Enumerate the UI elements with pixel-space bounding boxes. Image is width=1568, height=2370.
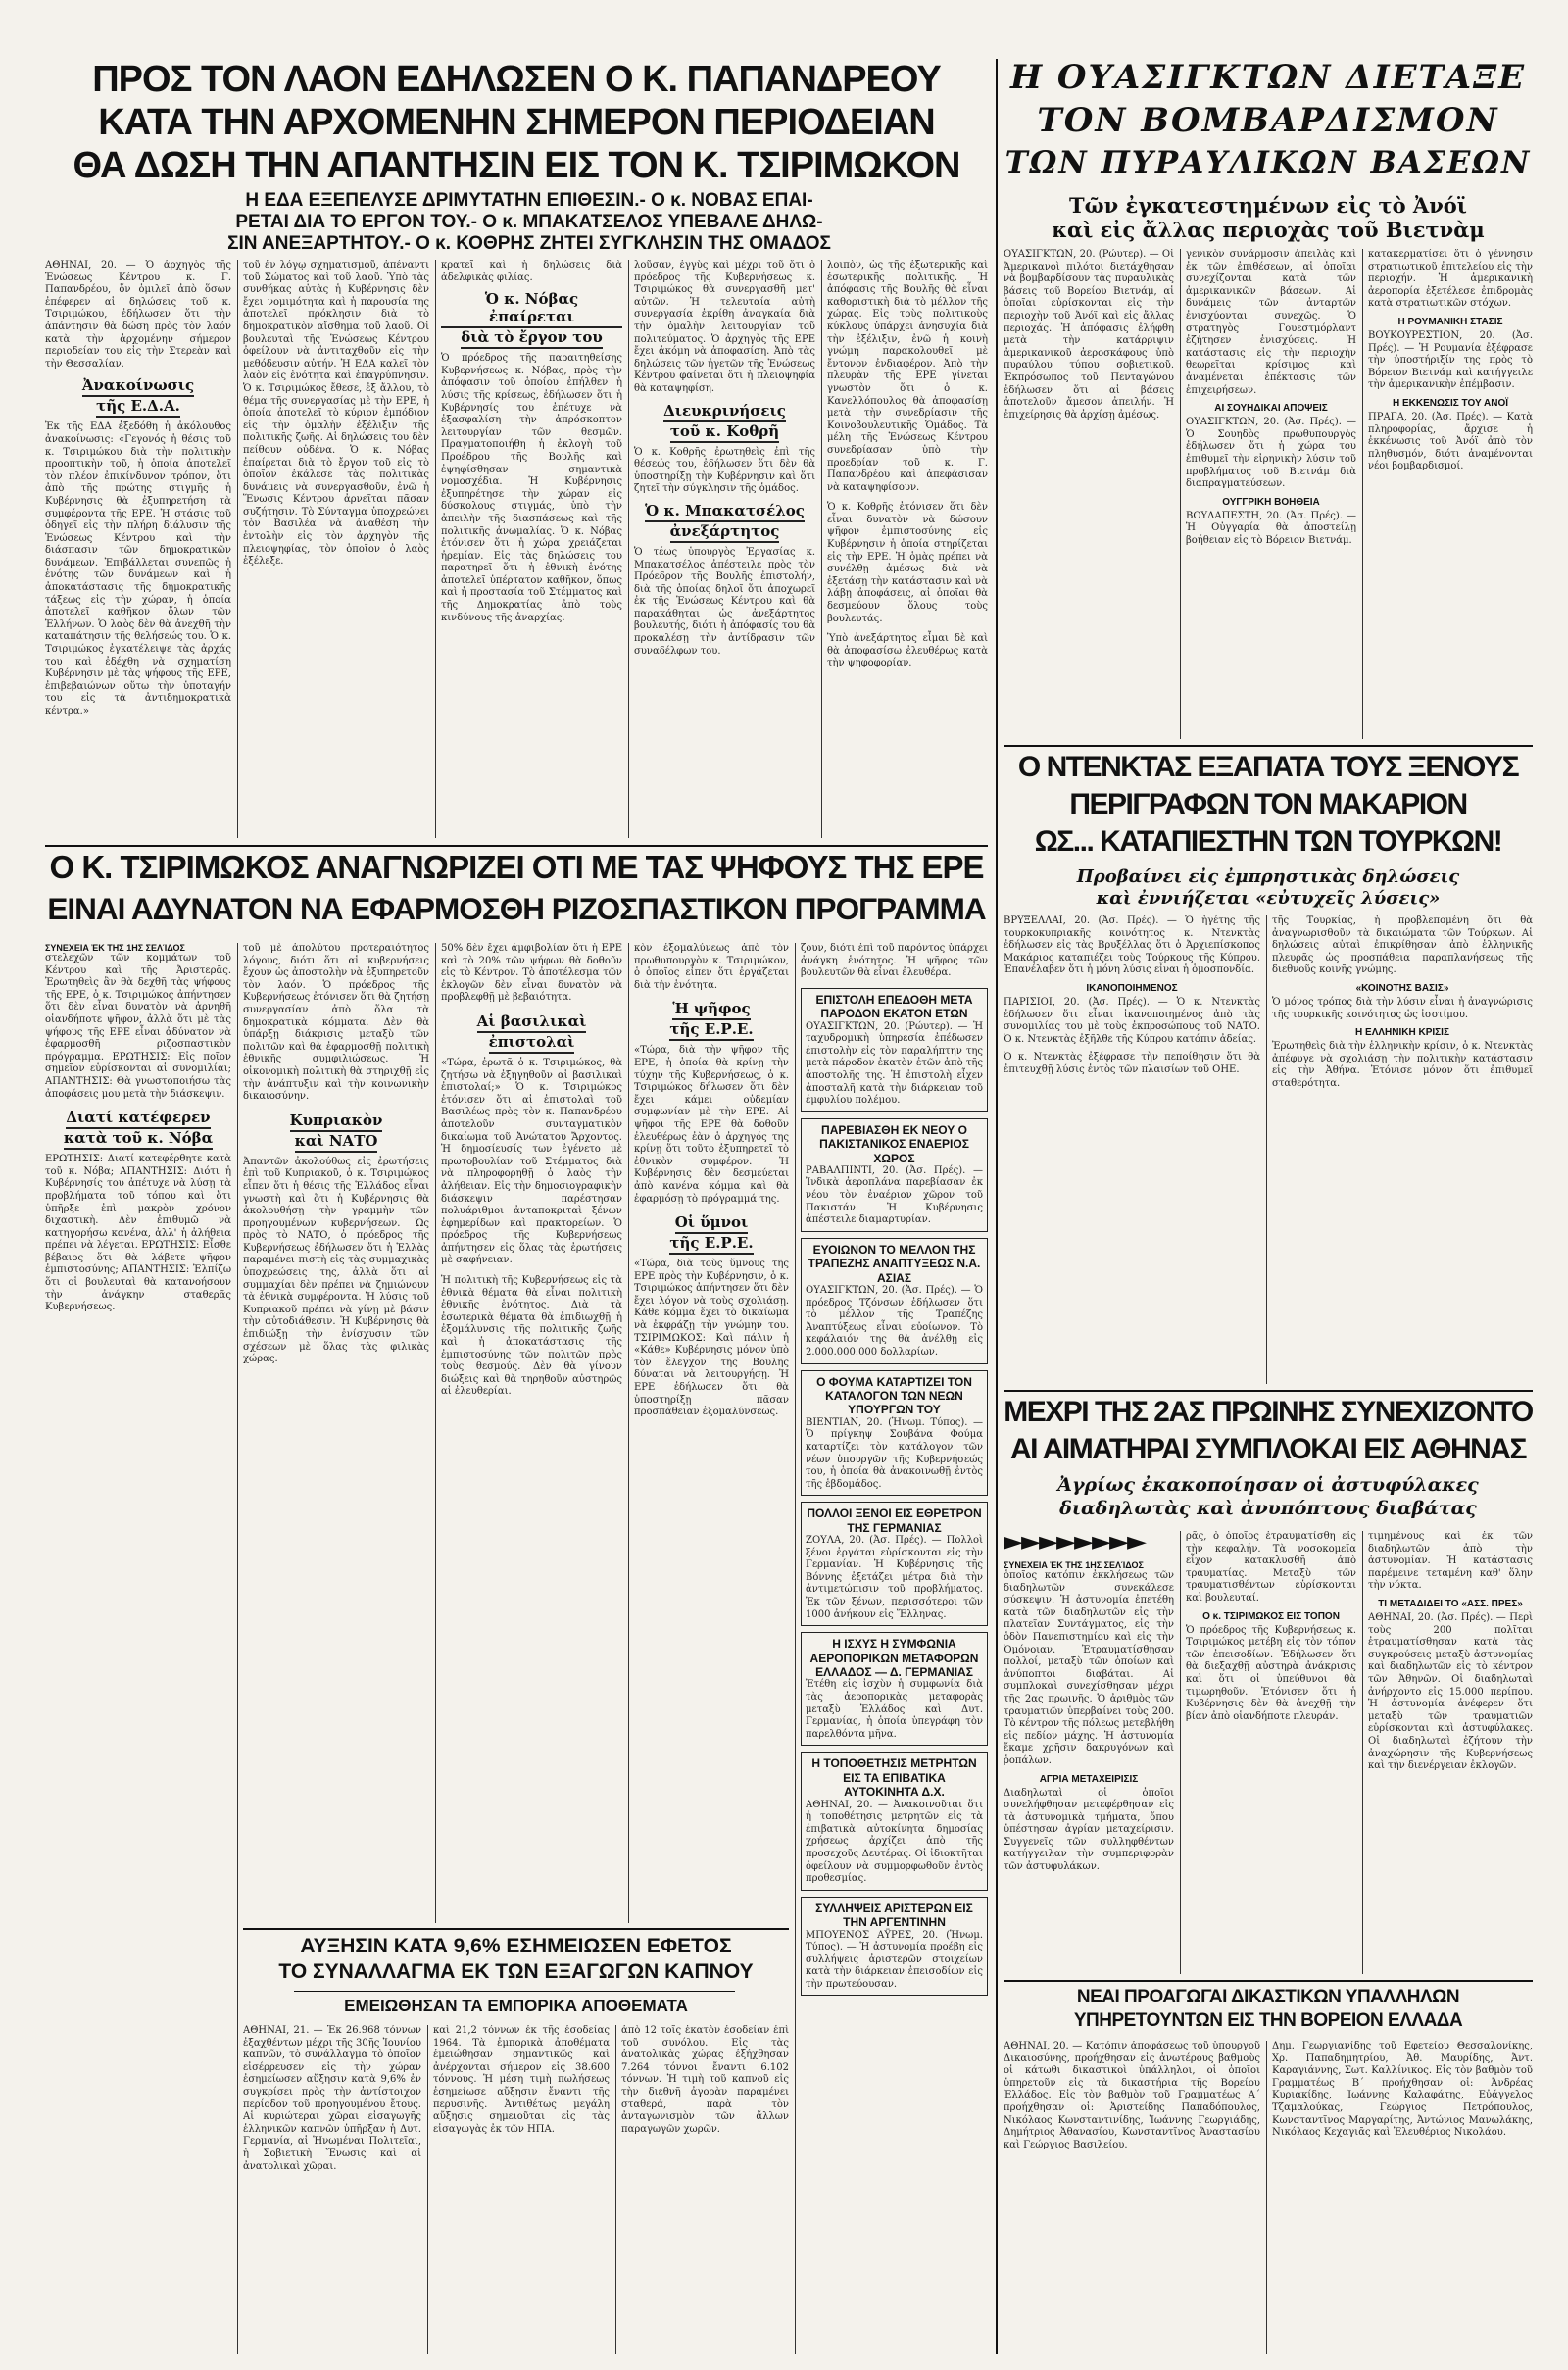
ap-reports-text: ΑΘΗΝΑΙ, 20. (Ἀσ. Πρές). — Περὶ τοὺς 200 πολῖται ἐτραυματίσθησαν κατὰ τὰς συγκρούσεις μεταξὺ ἀστυνομίας καὶ διαδηλωτῶν εἰς τὸ κέντρον τῶν Ἀθηνῶν. Οἱ διαδηλωταὶ ἀνήρχοντο εἰς 15.000 περίπου. Ἡ ἀστυνομία ἀνέφερεν ὅτι μεταξὺ τῶν τραυματιῶν εὑρίσκονται καὶ ἀστυφύλακες. Οἱ διαδηλωταὶ ἐζήτουν τὴν ἀναχώρησιν τῆς Κυβερνήσεως καὶ τὴν διενέργειαν ἐκλογῶν.: [1368, 1611, 1533, 1772]
ap-reports-title: ΤΙ ΜΕΤΑΔΙΔΕΙ ΤΟ «ΑΣΣ. ΠΡΕΣ»: [1378, 1598, 1523, 1609]
judges-col2-text: Δημ. Γεωργιανίδης τοῦ Εφετείου Θεσσαλονίκης, Χρ. Παπαδημητρίου, Ἀθ. Μαυρίδης, Ἀντ. Καραγιάννης, Σωτ. Καλλίνικος. Εἰς τὸν βαθμὸν τοῦ Γραμματέως Β΄ προήχθησαν οἱ: Ἀνδρέας Κυριακίδης, Ἰωάννης Καλαφάτης, Εὐάγγελος Τζαμαλούκας, Γεώργιος Πετρόπουλος, Κωνσταντῖνος Μαργαρίτης, Ἀντώνιος Μανωλάκης, Νικόλαος Κεχαγιᾶς καὶ Ἐλευθέριος Νικολάου.: [1272, 2041, 1533, 2139]
main-headline-line1: ΠΡΟΣ ΤΟΝ ΛΑΟΝ ΕΔΗΛΩΣΕΝ Ο Κ. ΠΑΠΑΝΔΡΕΟΥ: [92, 61, 941, 100]
brief-air-agreement: [801, 1632, 988, 1746]
novas-criticism-text: ΕΡΩΤΗΣΙΣ: Διατί κατεφέρθητε κατὰ τοῦ κ. Νόβα; ΑΠΑΝΤΗΣΙΣ: Διότι ἡ Κυβέρνησίς του ἀπέτυχε νὰ λύσῃ τὰ προβλήματα τοῦ τόπου καὶ ὅτι ὑπῆρξε ἐπὶ μακρὸν χρόνον διχαστικὴ. Δὲν ἐπιθυμῶ νὰ κατηγορήσω κανένα, ἀλλ' ἡ ἀλήθεια πρέπει νὰ λέγεται. ΕΡΩΤΗΣΙΣ: Εἶσθε βέβαιος ὅτι θὰ λάβετε ψῆφον ἐμπιστοσύνης; ΑΠΑΝΤΗΣΙΣ: Ἐλπίζω ὅτι οἱ βουλευταὶ θὰ κατανοήσουν τὴν ἀνάγκην σταθερᾶς Κυβερνήσεως.: [45, 1154, 231, 1313]
tobacco-text-2: καὶ 21,2 τόννων ἐκ τῆς ἐσοδείας 1964. Τὰ ἐμπορικὰ ἀποθέματα ἐμειώθησαν σημαντικῶς καὶ ἀνέρχονται σήμερον εἰς 38.600 τόννους. Ἡ μέση τιμὴ πωλήσεως ἐσημείωσε αὔξησιν ἔναντι τῆς περυσινῆς. Ἀντιθέτως μεγάλη αὔξησις σημειοῦται εἰς τὰς εἰσαγωγὰς ἐκ τῶν ΗΠΑ.: [433, 2025, 610, 2135]
tsirimokos-column-2: [243, 943, 429, 1923]
tsirimokos-col2-text: τοῦ μὲ ἀπολύτου προτεραιότητος λόγους, διότι ὅτι αἱ κυβερνήσεις ἔχουν ὡς ἀποστολὴν νὰ ἐξυπηρετοῦν τὸν λαόν. Ὁ πρόεδρος τῆς Κυβερνήσεως ἐτόνισεν ὅτι θὰ ζητήσῃ συνεργασίαν ἀπὸ ὅλα τὰ δημοκρατικὰ κόμματα. Δὲν θὰ ὑπάρξῃ διάκρισις μεταξὺ τῶν πολιτῶν καὶ θὰ ἐφαρμοσθῇ πολιτικὴ ἐθνικῆς συμφιλιώσεως. Ἡ οἰκονομικὴ πολιτικὴ θὰ στηριχθῇ εἰς τὴν ἀνάπτυξιν καὶ τὴν κοινωνικὴν δικαιοσύνην.: [243, 943, 429, 1103]
denktash-subheadline-1: Προβαίνει εἰς ἐμπρηστικὰς δηλώσεις: [1076, 866, 1460, 887]
main-headline-line3: ΘΑ ΔΩΣΗ ΤΗΝ ΑΠΑΝΤΗΣΙΝ ΕΙΣ ΤΟΝ Κ. ΤΣΙΡΙΜΩΚΟΝ: [73, 147, 960, 186]
denktash-headline-line3: ΩΣ... ΚΑΤΑΠΙΕΣΤΗΝ ΤΩΝ ΤΟΥΡΚΩΝ!: [1034, 827, 1502, 858]
tsirimokos-column-4: [634, 943, 789, 1923]
novas-title: Ὁ κ. Νόβας ἐπαίρεται: [441, 290, 622, 328]
tobacco-headline-line3: ΕΜΕΙΩΘΗΣΑΝ ΤΑ ΕΜΠΟΡΙΚΑ ΑΠΟΘΕΜΑΤΑ: [344, 1998, 688, 2015]
brief-argentina-text: ΜΠΟΥΕΝΟΣ ΑΫΡΕΣ, 20. (Ἡνωμ. Τύπος). — Ἡ ἀστυνομία προέβη εἰς συλλήψεις ἀριστερῶν στοιχείων κατὰ τὴν διάρκειαν ἐπεισοδίων εἰς τὴν πρωτεύουσαν.: [806, 1929, 983, 1990]
brief-bank-title: ΕΥΟΙΩΝΟΝ ΤΟ ΜΕΛΛΟΝ ΤΗΣ ΤΡΑΠΕΖΗΣ ΑΝΑΠΤΥΞΕΩΣ Ν.Α. ΑΣΙΑΣ: [808, 1242, 981, 1285]
brief-fouma-text: ΒΙΕΝΤΙΑΝ, 20. (Ἡνωμ. Τύπος). — Ὁ πρίγκηψ Σουβάνα Φούμα καταρτίζει τὸν κατάλογον τῶν νέων ὑπουργῶν τῆς Κυβερνήσεώς του, ἡ ὁποία θὰ ἀνακοινωθῇ ἐντὸς τῆς ἑβδομάδος.: [806, 1416, 983, 1490]
brief-taxi-meters: [801, 1752, 988, 1890]
papandreou-col2-text: τοῦ ἐν λόγῳ σχηματισμοῦ, ἀπέναντι τοῦ Σώματος καὶ τοῦ λαοῦ. Ὑπὸ τὰς συνθήκας αὐτὰς ἡ Κυβέρνησις δὲν ἔχει νομιμότητα καὶ ἡ παρουσία της ἀποτελεῖ πρόκλησιν διὰ τὸ δημοκρατικὸν αἴσθημα τοῦ λαοῦ. Οἱ βουλευταὶ τῆς Ἑνώσεως Κέντρου ὀφείλουν νὰ ἀντιταχθοῦν εἰς τὴν μεθόδευσιν αὐτήν. Ἡ ΕΔΑ καλεῖ τὸν λαὸν εἰς ἑνότητα καὶ ἐπαγρύπνησιν. Ὁ κ. Τσιριμώκος ἔθεσε, ἐξ ἄλλου, τὸ θέμα τῆς συνεργασίας μὲ τὴν ΕΡΕ, ἡ ὁποία ἀποτελεῖ τὸ κύριον ἐμπόδιον εἰς τὴν ὁμαλὴν ἐξέλιξιν τῆς πολιτικῆς ζωῆς. Αἱ δηλώσεις του δὲν πείθουν οὐδένα. Ὁ κ. Νόβας ἐπαίρεται διὰ τὸ ἔργον τοῦ εἰς τὸ ὁποῖον ἐκάλεσε τὰς πολιτικὰς δυνάμεις νὰ συνεργασθοῦν, ἐνῶ ἡ Ἕνωσις Κέντρου ἀρνεῖται πᾶσαν συζήτησιν. Τὸ Σύνταγμα ὑποχρεώνει τὸν Βασιλέα νὰ ἀναθέση τὴν ἐντολὴν εἰς τὸν ἀρχηγὸν τῆς πλειοψηφίας, τὸν ὁποῖον ὁ λαὸς ἐξέλεξε.: [243, 260, 429, 568]
novas-criticism-title2: κατὰ τοῦ κ. Νόβα: [64, 1129, 213, 1150]
vietnam-column-2: [1186, 249, 1356, 739]
tsirimokos-column-3: [441, 943, 622, 1923]
brief-fouma-title: Ο ΦΟΥΜΑ ΚΑΤΑΡΤΙΖΕΙ ΤΟΝ ΚΑΤΑΛΟΓΟΝ ΤΩΝ ΝΕΩΝ ΥΠΟΥΡΓΩΝ ΤΟΥ: [816, 1374, 972, 1417]
athens-column-3: [1368, 1531, 1533, 1974]
tobacco-text-3: ἀπὸ 12 τοῖς ἑκατὸν ἐσοδείαν ἐπὶ τοῦ συνόλου. Εἰς τὰς ἀνατολικὰς χώρας ἐξήχθησαν 7.264 τόννοι ἔναντι 6.102 τόννων. Ἡ τιμὴ τοῦ καπνοῦ εἰς τὴν διεθνῆ ἀγορὰν παραμένει σταθερά, παρὰ τὸν ἀνταγωνισμὸν τῶν ἄλλων παραγωγῶν χωρῶν.: [621, 2025, 789, 2135]
ere-hymns-title: Οἱ ὕμνοι: [675, 1213, 749, 1234]
ere-vote-title2: τῆς Ε.Ρ.Ε.: [669, 1020, 753, 1041]
community-basis-title: «ΚΟΙΝΟΤΗΣ ΒΑΣΙΣ»: [1355, 982, 1449, 994]
papandreou-col5-text2: Ὁ κ. Κοθρῆς ἐτόνισεν ὅτι δὲν εἶναι δυνατὸν νὰ δώσουν ψῆφον ἐμπιστοσύνης εἰς Κυβέρνησιν ἡ ὁποία στηρίζεται εἰς τὴν ΕΡΕ. Ἡ ὁμὰς πρέπει νὰ συνέλθῃ ἀμέσως διὰ νὰ ἐξετάσῃ τὴν κατάστασιν καὶ νὰ λάβῃ ἀποφάσεις, αἱ ὁποῖαι θὰ δεσμεύουν ὅλους τοὺς βουλευτάς.: [827, 502, 988, 624]
vietnam-subheadline-2: καὶ εἰς ἄλλας περιοχὰς τοῦ Βιετνὰμ: [1052, 218, 1485, 242]
brief-germany-title: ΠΟΛΛΟΙ ΞΕΝΟΙ ΕΙΣ ΕΘΡΕΤΡΟΝ ΤΗΣ ΓΕΡΜΑΝΙΑΣ: [807, 1506, 982, 1535]
vietnam-column-3: [1368, 249, 1533, 739]
greek-crisis-text: Ἐρωτηθεὶς διὰ τὴν ἑλληνικὴν κρίσιν, ὁ κ. Ντενκτὰς ἀπέφυγε νὰ σχολιάσῃ τὴν πολιτικὴν κατάστασιν εἰς τὴν Ἀθήνα. Ἐτόνισε μόνον ὅτι ἐπιθυμεῖ σταθερότητα.: [1272, 1041, 1533, 1089]
satisfied-title: ΙΚΑΝΟΠΟΙΗΜΕΝΟΣ: [1086, 982, 1178, 994]
kothris-title2: τοῦ κ. Κοθρῆ: [670, 422, 779, 443]
brief-argentina-title: ΣΥΛΛΗΨΕΙΣ ΑΡΙΣΤΕΡΩΝ ΕΙΣ ΤΗΝ ΑΡΓΕΝΤΙΝΗΝ: [815, 1901, 973, 1930]
judges-col1-text: ΑΘΗΝΑΙ, 20. — Κατόπιν ἀποφάσεως τοῦ ὑπουργοῦ Δικαιοσύνης, προήχθησαν εἰς ἀνωτέρους βαθμοὺς οἱ κάτωθι δικαστικοὶ ὑπάλληλοι, οἱ ὁποῖοι ὑπηρετοῦν εἰς τὰ δικαστήρια τῆς Βορείου Ἑλλάδος. Εἰς τὸν βαθμὸν τοῦ Γραμματέως Α΄ προήχθησαν οἱ: Ἀριστείδης Παπαδόπουλος, Νικόλαος Κωνσταντινίδης, Ἰωάννης Γεωργιάδης, Δημήτριος Ἀθανασίου, Κωνσταντῖνος Ἀναστασίου καὶ Γεώργιος Βασιλείου.: [1004, 2041, 1260, 2150]
ere-hymns-title2: τῆς Ε.Ρ.Ε.: [669, 1234, 753, 1255]
papandreou-col4-text: λοῦσαν, ἐγγὺς καὶ μέχρι τοῦ ὅτι ὁ πρόεδρος τῆς Κυβερνήσεως κ. Τσιριμώκος θὰ συνεργασθῆ μετ' αὐτῶν. Ἡ τελευταία αὐτὴ συνεργασία ἐκρίθη ἀναγκαία διὰ τὴν ὁμαλὴν λειτουργίαν τοῦ πολιτεύματος. Ὁ ἀρχηγὸς τῆς ΕΡΕ ἔχει ἀκόμη νὰ ἀποφασίση. Ἀπὸ τὰς δηλώσεις τῶν ἡγετῶν τῆς Ἑνώσεως Κέντρου φαίνεται ὅτι ἡ πλειοψηφία θὰ καταψηφίση.: [634, 260, 815, 394]
harsh-treatment-title: ΑΓΡΙΑ ΜΕΤΑΧΕΙΡΙΣΙΣ: [1039, 1773, 1139, 1785]
tobacco-headline-line2: ΤΟ ΣΥΝΑΛΛΑΓΜΑ ΕΚ ΤΩΝ ΕΞΑΓΩΓΩΝ ΚΑΠΝΟΥ: [278, 1961, 754, 1983]
novas-text: Ὁ πρόεδρος τῆς παραιτηθείσης Κυβερνήσεως κ. Νόβας, πρὸς τὴν ἀπόφασιν τοῦ ὁποίου ἐπήλθεν ἡ λύσις τῆς κρίσεως, ἐδήλωσεν ὅτι ἡ Κυβέρνησίς του ἐπέτυχε νὰ ἐξασφαλίση τὴν ἀπρόσκοπτον λειτουργίαν τῶν θεσμῶν. Πραγματοποιήθη ἡ ἐκλογὴ τοῦ Προέδρου τῆς Βουλῆς καὶ ἐψηφίσθησαν σημαντικὰ νομοσχέδια. Ἡ Κυβέρνησις ἐξυπηρέτησε τὴν χώραν εἰς δύσκολους στιγμάς, ὑπὸ τὴν ἀπειλὴν τῆς διασπάσεως καὶ τῆς πολιτικῆς ἀνωμαλίας. Ὁ κ. Νόβας ἐτόνισεν ὅτι ἡ χώρα χρειάζεται ἠρεμίαν. Εἰς τὰς δηλώσεις του παρατηρεῖ ὅτι ἡ ἐθνικὴ ἑνότης ἀποτελεῖ ὑπέρτατον καθῆκον, ὅπως καὶ ἡ προστασία τοῦ Στέμματος καὶ τῆς Δημοκρατίας ἀπὸ τοὺς κινδύνους τῆς ἀναρχίας.: [441, 353, 622, 623]
athens-headline-line1: ΜΕΧΡΙ ΤΗΣ 2ΑΣ ΠΡΩΙΝΗΣ ΣΥΝΕΧΙΖΟΝΤΟ: [1004, 1398, 1533, 1428]
hungarian-aid-title: ΟΥΓΓΡΙΚΗ ΒΟΗΘΕΙΑ: [1222, 496, 1320, 508]
brief-asia-bank: [801, 1238, 988, 1364]
brief-taxi-title: Η ΤΟΠΟΘΕΤΗΣΙΣ ΜΕΤΡΗΤΩΝ ΕΙΣ ΤΑ ΕΠΙΒΑΤΙΚΑ ΑΥΤΟΚΙΝΗΤΑ Δ.Χ.: [811, 1756, 977, 1800]
main-headline-line2: ΚΑΤΑ ΤΗΝ ΑΡΧΟΜΕΝΗΝ ΣΗΜΕΡΟΝ ΠΕΡΙΟΔΕΙΑΝ: [98, 104, 935, 143]
community-basis-text: Ὁ μόνος τρόπος διὰ τὴν λύσιν εἶναι ἡ ἀναγνώρισις τῆς τουρκικῆς κοινότητος ὡς ἰσοτίμου.: [1272, 996, 1533, 1020]
athens-subheadline-2: διαδηλωτὰς καὶ ἀνυπόπτους διαβάτας: [1059, 1498, 1477, 1519]
tsirimokos-col1-text: στελεχῶν τῶν κομμάτων τοῦ Κέντρου καὶ τῆς Ἀριστερᾶς. Ἐρωτηθεὶς ἂν θὰ δεχθῆ τὰς ψήφους τῆς ΕΡΕ, ὁ κ. Τσιριμώκος ἀπήντησεν ὅτι δὲν εἶναι δυνατὸν νὰ ἀρνηθῆ οἱανδήποτε ψῆφον, ἀλλὰ ὅτι μὲ τὰς ψήφους τῆς ΕΡΕ εἶναι ἀδύνατον νὰ ἐφαρμοσθῆ ριζοσπαστικὸν πρόγραμμα. ΕΡΩΤΗΣΙΣ: Εἰς ποῖον σημεῖον εὑρίσκονται αἱ συνομιλίαι; ΑΠΑΝΤΗΣΙΣ: Θὰ γνωστοποιήσω τὰς ἀποφάσεις μου μετὰ τὴν διάσκεψιν.: [45, 953, 231, 1100]
brief-germany-foreigners: [801, 1502, 988, 1626]
tsirimokos-on-site-text: Ὁ πρόεδρος τῆς Κυβερνήσεως κ. Τσιριμώκος μετέβη εἰς τὸν τόπον τῶν ἐπεισοδίων. Ἐδήλωσεν ὅτι θὰ διεξαχθῇ αὐστηρὰ ἀνάκρισις καὶ ὅτι οἱ ὑπεύθυνοι θὰ τιμωρηθοῦν. Ἐτόνισεν ὅτι ἡ Κυβέρνησις δὲν θὰ ἀνεχθῇ τὴν βίαν ἀπὸ οἱανδήποτε πλευράν.: [1186, 1624, 1356, 1722]
vietnam-headline-line2: ΤΟΝ ΒΟΜΒΑΡΔΙΣΜΟΝ: [1037, 104, 1499, 140]
hungarian-aid-text: ΒΟΥΔΑΠΕΣΤΗ, 20. (Ἀσ. Πρές). — Ἡ Οὐγγαρία θὰ ἀποστείλῃ βοήθειαν εἰς τὸ Βόρειον Βιετνάμ.: [1186, 510, 1356, 546]
brief-letter-text: ΟΥΑΣΙΓΚΤΩΝ, 20. (Ρώυτερ). — Ἡ ταχυδρομικὴ ὑπηρεσία ἐπέδωσεν ἐπιστολὴν εἰς τὸν παραλήπτην της μετὰ πάροδον ἑκατὸν ἐτῶν ἀπὸ τῆς ἀποστολῆς της. Ἡ ἐπιστολὴ εἶχεν ἀποσταλῆ κατὰ τὴν διάρκειαν τοῦ ἐμφυλίου πολέμου.: [806, 1020, 983, 1107]
denktash-col1-text: ΒΡΥΞΕΛΛΑΙ, 20. (Ἀσ. Πρές). — Ὁ ἡγέτης τῆς τουρκοκυπριακῆς κοινότητος κ. Ντενκτὰς ἐδήλωσεν εἰς τὰς Βρυξέλλας ὅτι ὁ Ἀρχιεπίσκοπος Μακάριος καταπιέζει τοὺς Τούρκους τῆς Κύπρου. Ἐπανέλαβεν ὅτι ἡ μόνη λύσις εἶναι ἡ ὁμοσπονδία.: [1004, 915, 1260, 976]
romanian-stance-text: ΒΟΥΚΟΥΡΕΣΤΙΟΝ, 20. (Ἀσ. Πρές). — Ἡ Ρουμανία ἐξέφρασε τὴν ὑποστήριξίν της πρὸς τὸ Βόρειον Βιετνάμ καὶ κατήγγειλε τὴν ἀμερικανικὴν ἐπέμβασιν.: [1368, 329, 1533, 391]
brief-pakistan-airspace: [801, 1118, 988, 1232]
brief-letter-title: ΕΠΙΣΤΟΛΗ ΕΠΕΔΟΘΗ ΜΕΤΑ ΠΑΡΟΔΟΝ ΕΚΑΤΟΝ ΕΤΩΝ: [815, 992, 973, 1021]
romanian-stance-title: Η ΡΟΥΜΑΝΙΚΗ ΣΤΑΣΙΣ: [1397, 316, 1503, 327]
arrow-bullets-icon: ►►►►►►►►: [1004, 1529, 1145, 1556]
cyprus-nato-text: Ἀπαντῶν ἀκολούθως εἰς ἐρωτήσεις ἐπὶ τοῦ Κυπριακοῦ, ὁ κ. Τσιριμώκος εἶπεν ὅτι ἡ θέσις τῆς Ἑλλάδος εἶναι γνωστὴ καὶ ὅτι ἡ Κυβέρνησις θὰ ἀκολουθήσῃ τὴν γραμμὴν τῶν προηγουμένων κυβερνήσεων. Ὡς πρὸς τὸ ΝΑΤΟ, ὁ πρόεδρος τῆς Κυβερνήσεως ἐδήλωσεν ὅτι ἡ Ἑλλὰς παραμένει πιστὴ εἰς τὰς συμμαχικὰς ὑποχρεώσεις της, ἀλλὰ ὅτι αἱ συμμαχίαι δὲν πρέπει νὰ ζημιώνουν τὰ ἐθνικὰ συμφέροντα. Ἡ λύσις τοῦ Κυπριακοῦ πρέπει νὰ γίνῃ μὲ βάσιν τὴν αὐτοδιάθεσιν. Ἡ Κυβέρνησις θὰ ἐπιδιώξῃ τὴν ἐνίσχυσιν τῶν σχέσεων μὲ ὅλας τὰς φιλικὰς χώρας.: [243, 1156, 429, 1365]
royal-letters-text: «Τώρα, ἐρωτᾶ ὁ κ. Τσιριμώκος, θὰ ζητήσω νὰ ἐξηγηθοῦν αἱ βασιλικαὶ ἐπιστολαί;» Ὁ κ. Τσιριμώκος ἐτόνισεν ὅτι αἱ ἐπιστολαὶ τοῦ Βασιλέως πρὸς τὸν κ. Παπανδρέου ἀποτελοῦν συνταγματικὸν δικαίωμα τοῦ Ἀνώτατου Ἄρχοντος. Ἡ δημοσίευσίς των ἐγένετο μὲ πρωτοβουλίαν τοῦ Στέμματος διὰ νὰ πληροφορηθῇ ὁ λαὸς τὴν ἀλήθειαν. Εἰς τὴν δημοσιογραφικὴν διάσκεψιν παρέστησαν πολυάριθμοι ἀνταποκριταὶ ξένων ἐφημερίδων καὶ πρακτορείων. Ὁ πρόεδρος τῆς Κυβερνήσεως ἀπήντησεν εἰς ὅλας τὰς ἐρωτήσεις μὲ σαφήνειαν.: [441, 1057, 622, 1266]
athens-headline-line2: ΑΙ ΑΙΜΑΤΗΡΑΙ ΣΥΜΠΛΟΚΑΙ ΕΙΣ ΑΘΗΝΑΣ: [1010, 1435, 1526, 1465]
brief-pakistan-text: ΡΑΒΑΛΠΙΝΤΙ, 20. (Ἀσ. Πρές). — Ἰνδικὰ ἀεροπλάνα παρεβίασαν ἐκ νέου τὸν ἐναέριον χῶρον τοῦ Πακιστάν. Ἡ Κυβέρνησις ἀπέστειλε διαμαρτυρίαν.: [806, 1164, 983, 1226]
bakatselos-title: Ὁ κ. Μπακατσέλος: [645, 502, 805, 522]
tobacco-column-1: [243, 2025, 421, 2354]
judges-headline-line1: ΝΕΑΙ ΠΡΟΑΓΩΓΑΙ ΔΙΚΑΣΤΙΚΩΝ ΥΠΑΛΛΗΛΩΝ: [1076, 1988, 1460, 2007]
papandreou-column-1: [45, 260, 231, 840]
athens-subheadline-1: Ἀγρίως ἐκακοποίησαν οἱ ἀστυφύλακες: [1057, 1474, 1479, 1496]
main-subheadline-2: ΡΕΤΑΙ ΔΙΑ ΤΟ ΕΡΓΟΝ ΤΟΥ.- Ο κ. ΜΠΑΚΑΤΣΕΛΟΣ ΥΠΕΒΑΛΕ ΔΗΛΩ-: [235, 212, 823, 232]
denktash-column-2: [1272, 915, 1533, 1384]
tsirimokos-col3-text: 50% δὲν ἔχει ἀμφιβολίαν ὅτι ἡ ΕΡΕ καὶ τὸ 20% τῶν ψήφων θὰ δοθοῦν εἰς τὸ Κέντρον. Τὸ ἀποτέλεσμα τῶν ἐκλογῶν δὲν εἶναι δυνατὸν νὰ προβλεφθῇ μὲ βεβαιότητα.: [441, 943, 622, 1004]
bakatselos-title2: ἀνεξάρτητος: [670, 522, 780, 543]
papandreou-col5-text3: Ὑπὸ ἀνεξάρτητος εἶμαι δὲ καὶ θὰ ἀποφασίσω ἐλευθέρως κατὰ τὴν ψηφοφορίαν.: [827, 633, 988, 669]
denktash-col2-text: τῆς Τουρκίας, ἡ προβλεπομένη ὅτι θὰ ἀναγνωρισθοῦν τὰ δικαιώματα τῶν Τούρκων. Αἱ δηλώσεις αὐταὶ ἐπικρίθησαν ἀπὸ ἑλληνικῆς πλευρᾶς ὡς προσπάθεια παραπλανήσεως τῆς διεθνοῦς κοινῆς γνώμης.: [1272, 915, 1533, 976]
brief-letter-100-years: [801, 988, 988, 1112]
main-subheadline-3: ΣΙΝ ΑΝΕΞΑΡΤΗΤΟΥ.- Ο κ. ΚΟΘΡΗΣ ΖΗΤΕΙ ΣΥΓΚΛΗΣΙΝ ΤΗΣ ΟΜΑΔΟΣ: [227, 233, 831, 254]
athens-kicker: ΣΥΝΕΧΕΙΑ ἘΚ ΤΗ͂Σ 1ΗΣ ΣΕΛΊΔΟΣ: [1004, 1560, 1144, 1570]
brief-bank-text: ΟΥΑΣΙΓΚΤΩΝ, 20. (Ἀσ. Πρές). — Ὁ πρόεδρος Τζόνσων ἐδήλωσεν ὅτι τὸ μέλλον τῆς Τραπέζης Ἀναπτύξεως εἶναι εὐοίωνον. Τὸ κεφάλαιόν της θὰ ἀνέλθῃ εἰς 2.000.000.000 δολλαρίων.: [806, 1285, 983, 1358]
brief-pakistan-title: ΠΑΡΕΒΙΑΣΘΗ ΕΚ ΝΕΟΥ Ο ΠΑΚΙΣΤΑΝΙΚΟΣ ΕΝΑΕΡΙΟΣ ΧΩΡΟΣ: [819, 1122, 969, 1165]
papandreou-eda-title2: τῆς Ε.Δ.Α.: [96, 397, 180, 418]
brief-germany-text: ΖΟΥΛΑ, 20. (Ἀσ. Πρές). — Πολλοὶ ξένοι ἐργάται εὑρίσκονται εἰς τὴν Γερμανίαν. Ἡ Κυβέρνησις τῆς Βόννης ἐξετάζει μέτρα διὰ τὴν ἀντιμετώπισιν τοῦ προβλήματος. Ἐκ τῶν ξένων, περισσότεροι τῶν 1000 ἀνήκουν εἰς Ἕλληνας.: [806, 1535, 983, 1620]
papandreou-col3-text: κρατεῖ καὶ ἡ δηλώσεις διὰ ἀδελφικὰς φιλίας.: [441, 260, 622, 283]
vietnam-headline-line1: Η ΟΥΑΣΙΓΚΤΩΝ ΔΙΕΤΑΞΕ: [1009, 61, 1527, 97]
tsirimokos-headline-line1: Ο Κ. ΤΣΙΡΙΜΩΚΟΣ ΑΝΑΓΝΩΡΙΖΕΙ ΟΤΙ ΜΕ ΤΑΣ ΨΗΦΟΥΣ ΤΗΣ ΕΡΕ: [49, 851, 984, 885]
main-subheadline-1: Η ΕΔΑ ΕΞΕΠΕΛΥΣΕ ΔΡΙΜΥΤΑΤΗΝ ΕΠΙΘΕΣΙΝ.- Ο κ. ΝΟΒΑΣ ΕΠΑΙ-: [245, 190, 813, 211]
judges-column-2: [1272, 2041, 1533, 2354]
papandreou-column-3: [441, 260, 622, 840]
judges-column-1: [1004, 2041, 1260, 2354]
swedish-views-title: ΑΙ ΣΟΥΗΔΙΚΑΙ ΑΠΟΨΕΙΣ: [1214, 403, 1328, 415]
denktash-headline-line2: ΠΕΡΙΓΡΑΦΩΝ ΤΟΝ ΜΑΚΑΡΙΟΝ: [1069, 790, 1467, 820]
ere-hymns-text: «Τώρα, διὰ τοὺς ὕμνους τῆς ΕΡΕ πρὸς τὴν Κυβέρνησιν, ὁ κ. Τσιριμώκος ἀπήντησεν ὅτι δὲν ἔχει λόγον νὰ τοὺς σχολιάσῃ. Κάθε κόμμα ἔχει τὸ δικαίωμα νὰ ἐκφράζῃ τὴν γνώμην του. ΤΣΙΡΙΜΩΚΟΣ: Καὶ πάλιν ἡ «Κάθε» Κυβέρνησις μόνον ὑπὸ τὸν ἔλεγχον τῆς Βουλῆς δύναται νὰ λειτουργήσῃ. Ἡ ΕΡΕ ἐδήλωσεν ὅτι θὰ ὑποστηρίξῃ πᾶσαν προσπάθειαν ἐξομαλύνσεως.: [634, 1259, 789, 1418]
vietnam-col2-text: γενικὸν συνάρμοσιν ἀπειλὰς καὶ ἐκ τῶν ἐπιθέσεων, αἱ ὁποῖαι συνεχίζονται κατὰ τῶν ἀμερικανικῶν βάσεων. Αἱ δυνάμεις τῶν ἀνταρτῶν ἐνισχύονται συνεχῶς. Ὁ στρατηγὸς Γουεστμόρλαντ ἐζήτησεν ἐνισχύσεις. Ἡ κατάστασις εἰς τὴν περιοχὴν θεωρεῖται κρίσιμος καὶ ἀναμένεται ἐπέκτασις τῶν ἐπιχειρήσεων.: [1186, 249, 1356, 396]
vietnam-column-1: [1004, 249, 1174, 739]
satisfied-text: ΠΑΡΙΣΙΟΙ, 20. (Ἀσ. Πρές). — Ὁ κ. Ντενκτὰς ἐδήλωσεν ὅτι εἶναι ἱκανοποιημένος ἀπὸ τὰς συνομιλίας του μὲ τοὺς ἐκπροσώπους τοῦ ΝΑΤΟ. Ὁ κ. Ντενκτὰς ἐξῆλθε τῆς Κύπρου κατόπιν ἀδείας.: [1004, 996, 1260, 1045]
royal-letters-title: Αἱ βασιλικαὶ: [477, 1012, 587, 1033]
novas-title2: διὰ τὸ ἔργον του: [461, 328, 603, 349]
papandreou-eda-title: Ἀνακοίνωσις: [82, 376, 194, 397]
brief-air-title: Η ΙΣΧΥΣ Η ΣΥΜΦΩΝΙΑ ΑΕΡΟΠΟΡΙΚΩΝ ΜΕΤΑΦΟΡΩΝ ΕΛΛΑΔΟΣ — Δ. ΓΕΡΜΑΝΙΑΣ: [809, 1637, 979, 1680]
tobacco-column-3: [621, 2025, 789, 2354]
novas-criticism-title: Διατί κατέφερεν: [66, 1109, 210, 1129]
hanoi-evacuation-title: Η ΕΚΚΕΝΩΣΙΣ ΤΟΥ ΑΝΟΪ: [1392, 397, 1509, 409]
vietnam-col3-text: κατακερματίσει ὅτι ὁ γέννησιν στρατιωτικοῦ ἐπιτελείου εἰς τὴν περιοχήν. Ἡ ἀμερικανικὴ ἀεροπορία ἐξετέλεσε ἐπιδρομὰς κατὰ στρατιωτικῶν στόχων.: [1368, 249, 1533, 310]
athens-col3-text: τιμημένους καὶ ἐκ τῶν διαδηλωτῶν ἀπὸ τὴν ἀστυνομίαν. Ἡ κατάστασις παρέμεινε τεταμένη καθ' ὅλην τὴν νύκτα.: [1368, 1531, 1533, 1592]
papandreou-column-2: [243, 260, 429, 840]
kothris-title: Διευκρινήσεις: [663, 402, 786, 422]
athens-col1-text: ὁποῖος κατόπιν ἐκκλήσεως τῶν διαδηλωτῶν συνεκάλεσε σύσκεψιν. Ἡ ἀστυνομία ἐπετέθη κατὰ τῶν διαδηλωτῶν εἰς τὴν πλατεῖαν Συντάγματος, εἰς τὴν ὁδὸν Πανεπιστημίου καὶ εἰς τὴν Ὁμόνοιαν. Ἐτραυματίσθησαν πολλοί, μεταξὺ τῶν ὁποίων καὶ ἀνύποπτοι διαβάται. Αἱ συμπλοκαὶ συνεχίσθησαν μέχρι τῆς 2ας πρωινῆς. Ὁ ἀριθμὸς τῶν τραυματιῶν ὑπερβαίνει τοὺς 200. Τὸ κέντρον τῆς πόλεως μετεβλήθη εἰς πεδίον μάχης. Ἡ ἀστυνομία ἔκαμε χρῆσιν δακρυγόνων καὶ ῥοπάλων.: [1004, 1570, 1174, 1766]
brief-fouma-ministers: [801, 1370, 988, 1497]
tobacco-text-1: ΑΘΗΝΑΙ, 21. — Ἐκ 26.968 τόννων ἐξαχθέντων μέχρι τῆς 30ῆς Ἰουνίου καπνῶν, τὸ συνάλλαγμα τὸ ὁποῖον εἰσέρρευσεν εἰς τὴν χώραν ἐσημείωσεν αὔξησιν κατὰ 9,6% ἐν συγκρίσει πρὸς τὴν ἀντίστοιχον περίοδον τοῦ προηγουμένου ἔτους. Αἱ κυριώτεραι χῶραι εἰσαγωγῆς ἑλληνικῶν καπνῶν ὑπῆρξαν ἡ Δυτ. Γερμανία, αἱ Ἡνωμέναι Πολιτεῖαι, ἡ Σοβιετικὴ Ἕνωσις καὶ αἱ ἀνατολικαὶ χῶραι.: [243, 2025, 421, 2172]
vietnam-subheadline-1: Τῶν ἐγκατεστημένων εἰς τὸ Ἀνόϊ: [1069, 193, 1467, 218]
harsh-treatment-text: Διαδηλωταὶ οἱ ὁποῖοι συνελήφθησαν μετεφέρθησαν εἰς τὰ ἀστυνομικὰ τμήματα, ὅπου ὑπέστησαν ἀγρίαν μεταχείρισιν. Συγγενεῖς τῶν συλληφθέντων κατήγγειλαν τὴν συμπεριφορὰν τῶν ἀστυφυλάκων.: [1004, 1787, 1174, 1873]
athens-column-2: [1186, 1531, 1356, 1974]
brief-argentina-arrests: [801, 1897, 988, 1997]
cyprus-nato-title2: καὶ ΝΑΤΟ: [295, 1132, 378, 1153]
hanoi-evacuation-text: ΠΡΑΓΑ, 20. (Ἀσ. Πρές). — Κατὰ πληροφορίας, ἄρχισε ἡ ἐκκένωσις τοῦ Ἀνόϊ ἀπὸ τὸν πληθυσμόν, διότι ἀναμένονται νέοι βομβαρδισμοί.: [1368, 411, 1533, 472]
judges-headline-line2: ΥΠΗΡΕΤΟΥΝΤΩΝ ΕΙΣ ΤΗΝ ΒΟΡΕΙΟΝ ΕΛΛΑΔΑ: [1073, 2011, 1463, 2031]
denktash-col1-text3: Ὁ κ. Ντενκτὰς ἐξέφρασε τὴν πεποίθησιν ὅτι θὰ ἐπιτευχθῇ λύσις ἐντὸς τῶν πλαισίων τοῦ ΟΗΕ.: [1004, 1052, 1260, 1075]
kothris-text: Ὁ κ. Κοθρῆς ἐρωτηθεὶς ἐπὶ τῆς θέσεώς του, ἐδήλωσεν ὅτι δὲν θὰ ὑποστηρίξῃ τὴν Κυβέρνησιν καὶ ὅτι ζητεῖ τὴν σύγκλησιν τῆς ὁμάδος.: [634, 446, 815, 495]
tsirimokos-on-site-title: Ο κ. ΤΣΙΡΙΜΩΚΟΣ ΕΙΣ ΤΟΠΟΝ: [1202, 1610, 1340, 1622]
brief-air-text: Ἐτέθη εἰς ἰσχὺν ἡ συμφωνία διὰ τὰς ἀεροπορικὰς μεταφορὰς μεταξὺ Ἑλλάδος καὶ Δυτ. Γερμανίας, ἡ ὁποία ὑπεγράφη τὸν παρελθόντα μῆνα.: [806, 1679, 983, 1740]
greek-crisis-title: Η ΕΛΛΗΝΙΚΗ ΚΡΙΣΙΣ: [1355, 1027, 1449, 1039]
denktash-headline-line1: Ο ΝΤΕΝΚΤΑΣ ΕΞΑΠΑΤΑ ΤΟΥΣ ΞΕΝΟΥΣ: [1017, 753, 1519, 783]
athens-column-1: [1004, 1560, 1174, 1974]
denktash-column-1: [1004, 915, 1260, 1384]
briefs-column: [801, 943, 988, 2354]
brief-taxi-text: ΑΘΗΝΑΙ, 20. — Ἀνακοινοῦται ὅτι ἡ τοποθέτησις μετρητῶν εἰς τὰ ἐπιβατικὰ αὐτοκίνητα δημοσίας χρήσεως ἀρχίζει ἀπὸ τῆς προσεχοῦς Δευτέρας. Οἱ ἰδιοκτῆται ὀφείλουν νὰ συμμορφωθοῦν ἐντὸς προθεσμίας.: [806, 1799, 983, 1885]
tobacco-column-2: [433, 2025, 610, 2354]
papandreou-lead: ΑΘΗΝΑΙ, 20. — Ὁ ἀρχηγὸς τῆς Ἑνώσεως Κέντρου κ. Γ. Παπανδρέου, ὅν ὁμιλεῖ ἀπὸ ὅσων ἐπέφερεν αἱ δηλώσεις τοῦ κ. Τσιριμώκου, ἐδήλωσεν ὅτι τὴν ἀπάντησιν θὰ δώση πρὸς τὸν λαόν κατὰ τὴν ἀρχομένην σήμερον περιοδείαν του εἰς τὴν Στερεὰν καὶ τὴν Θεσσαλίαν.: [45, 260, 231, 370]
tobacco-headline-line1: ΑΥΞΗΣΙΝ ΚΑΤΑ 9,6% ΕΣΗΜΕΙΩΣΕΝ ΕΦΕΤΟΣ: [300, 1936, 732, 1957]
tsirimokos-col4-text: κὸν ἐξομαλύνεως ἀπὸ τὸν πρωθυπουργὸν κ. Τσιριμώκον, ὁ ὁποῖος εἶπεν ὅτι ἐργάζεται διὰ τὴν ἑνότητα.: [634, 943, 789, 991]
tsirimokos-headline-line2: ΕΙΝΑΙ ΑΔΥΝΑΤΟΝ ΝΑ ΕΦΑΡΜΟΣΘΗ ΡΙΖΟΣΠΑΣΤΙΚΟΝ ΠΡΟΓΡΑΜΜΑ: [47, 894, 986, 926]
papandreou-column-4: [634, 260, 815, 840]
royal-letters-title2: ἐπιστολαὶ: [489, 1033, 575, 1054]
ere-vote-text: «Τώρα, διὰ τὴν ψῆφον τῆς ΕΡΕ, ἡ ὁποία θὰ κρίνῃ τὴν τύχην τῆς Κυβερνήσεως, ὁ κ. Τσιριμώκος δήλωσεν ὅτι δὲν ἔχει κάμει οὐδεμίαν συμφωνίαν μὲ τὴν ΕΡΕ. Αἱ ψῆφοι τῆς ΕΡΕ θὰ δοθοῦν ἐλευθέρως ἐὰν ὁ ἀρχηγός της κρίνῃ ὅτι τοῦτο ἐξυπηρετεῖ τὸ ἐθνικὸν συμφέρον. Ἡ Κυβέρνησις δὲν δεσμεύεται ἀπὸ κανένα κόμμα καὶ θὰ ἐφαρμόσῃ τὸ πρόγραμμά της.: [634, 1045, 789, 1205]
vietnam-headline-line3: ΤΩΝ ΠΥΡΑΥΛΙΚΩΝ ΒΑΣΕΩΝ: [1004, 147, 1532, 180]
papandreou-eda-text: Ἐκ τῆς ΕΔΑ ἐξεδόθη ἡ ἀκόλουθος ἀνακοίνωσις: «Γεγονός ἡ θέσις τοῦ κ. Τσιριμώκου διὰ τὴν πολιτικὴν προοπτικὴν τοῦ, ἡ ὁποία ἀποτελεῖ τὸν πλέον ἐπικίνδυνον τρόπον, ὅτι ἀπὸ τῆς πρώτης στιγμῆς ἡ Κυβέρνησις θὰ ἐξυπηρετήση τὰ συμφέροντα τῆς ΕΡΕ. Ἡ στάσις τοῦ ὁδηγεῖ εἰς τὴν πλήρη διάλυσιν τῆς Ἑνώσεως Κέντρου καὶ τὴν διάσπασιν τῶν δημοκρατικῶν δυνάμεων. Ἐπιβάλλεται συνεπῶς ἡ ἑνότης τῶν δυνάμεων καὶ ἡ ἀποκατάστασις τῆς δημοκρατικῆς τάξεως εἰς τὴν χώραν, ἡ ὁποία ἀποτελεῖ καθῆκον ὅλων τῶν Ἑλλήνων. Ὁ λαὸς δὲν θὰ ἀνεχθῆ τὴν καταπάτησιν τῆς θελήσεώς του. Ὁ κ. Τσιριμώκος ἐγκατέλειψε τὰς ἀρχάς του καὶ ἐδέχθη νὰ σχηματίση Κυβέρνησιν μὲ τὰς ψήφους τῆς ΕΡΕ, ἐπιβεβαιώνων οὕτω τὴν ὑποταγήν του εἰς τὰ ἀντιδημοκρατικὰ κέντρα.»: [45, 421, 231, 716]
swedish-views-text: ΟΥΑΣΙΓΚΤΩΝ, 20. (Ἀσ. Πρές). — Ὁ Σουηδὸς πρωθυπουργὸς ἐδήλωσεν ὅτι ἡ χώρα του ἐπιθυμεῖ τὴν εἰρηνικὴν λύσιν τοῦ προβλήματος τοῦ Βιετνάμ διὰ διαπραγματεύσεων.: [1186, 417, 1356, 490]
papandreou-col5-text: λοιπὸν, ὡς τῆς ἐξωτερικῆς καὶ ἐσωτερικῆς πολιτικῆς. Ἡ ἀπόφασις τῆς Βουλῆς θὰ εἶναι καθοριστικὴ διὰ τὸ μέλλον τῆς χώρας. Εἰς τοὺς πολιτικοὺς κύκλους ὑπάρχει ἀνησυχία διὰ τὴν ἐξέλιξιν, ἐνῶ ἡ κοινὴ γνώμη παρακολουθεῖ μὲ ἔντονον ἐνδιαφέρον. Ἀπὸ τὴν πλευρὰν τῆς ΕΡΕ γίνεται γνωστὸν ὅτι ὁ κ. Κανελλόπουλος θὰ ἀποφασίσῃ μετὰ τὴν συνεδρίασιν τῆς Κοινοβουλευτικῆς Ὁμάδος. Τὰ μέλη τῆς Ἑνώσεως Κέντρου συνεδρίασαν ὑπὸ τὴν προεδρίαν τοῦ κ. Γ. Παπανδρέου καὶ ἀπεφάσισαν νὰ καταψηφίσουν.: [827, 260, 988, 493]
athens-col2-text: ρᾶς, ὁ ὁποῖος ἐτραυματίσθη εἰς τὴν κεφαλήν. Τὰ νοσοκομεῖα εἶχον κατακλυσθῆ ἀπὸ τραυματίας. Μεταξὺ τῶν τραυματισθέντων εὑρίσκονται καὶ βουλευταί.: [1186, 1531, 1356, 1604]
cyprus-nato-title: Κυπριακὸν: [290, 1111, 383, 1132]
denktash-subheadline-2: καὶ ἐννιήζεται «εὐτυχεῖς λύσεις»: [1096, 888, 1441, 909]
papandreou-column-5: [827, 260, 988, 840]
ere-vote-title: Ἡ ψῆφος: [672, 1000, 750, 1020]
bakatselos-text: Ὁ τέως ὑπουργὸς Ἐργασίας κ. Μπακατσέλος ἀπέστειλε πρὸς τὸν Πρόεδρον τῆς Βουλῆς ἐπιστολήν, διὰ τῆς ὁποίας δηλοῖ ὅτι ἀποχωρεῖ ἐκ τῆς Ἑνώσεως Κέντρου καὶ θὰ παρακάθηται ὡς ἀνεξάρτητος βουλευτής, διότι ἡ ἀπόφασίς του θὰ προκαλέσῃ τὴν ἀντίδρασιν τῶν συναδέλφων του.: [634, 546, 815, 657]
tsirimokos-column-1: [45, 943, 231, 2354]
tsirimokos-col3-text3: Ἡ πολιτικὴ τῆς Κυβερνήσεως εἰς τὰ ἐθνικὰ θέματα θὰ εἶναι πολιτικὴ ἐθνικῆς ἑνότητος. Διὰ τὰ ἐσωτερικὰ θέματα θὰ ἐπιδιωχθῇ ἡ ἐξομάλυνσις τῆς πολιτικῆς ζωῆς καὶ ἡ ἀποκατάστασις τῆς ἐμπιστοσύνης τῶν πολιτῶν πρὸς τοὺς θεσμούς. Δὲν θὰ γίνουν διώξεις καὶ θὰ τηρηθοῦν αὐστηρῶς αἱ ἐλευθερίαι.: [441, 1275, 622, 1398]
tsirimokos-kicker: ΣΥΝΕΧΕΙΑ ἘΚ ΤΗ͂Σ 1ΗΣ ΣΕΛΊΔΟΣ: [45, 943, 185, 953]
tsirimokos-col5-text: ζουν, διότι ἐπὶ τοῦ παρόντος ὑπάρχει ἀνάγκη ἑνότητος. Ἡ ψῆφος τῶν βουλευτῶν θὰ εἶναι ἐλευθέρα.: [801, 943, 988, 979]
vietnam-col1-text: ΟΥΑΣΙΓΚΤΩΝ, 20. (Ρώυτερ). — Οἱ Ἀμερικανοὶ πιλότοι διετάχθησαν νὰ βομβαρδίσουν τὰς πυραυλικὰς βάσεις τοῦ Βορείου Βιετνάμ, αἱ ὁποῖαι εὑρίσκονται εἰς τὴν περιοχὴν τοῦ Ἀνόϊ καὶ εἰς ἄλλας περιοχάς. Ἡ ἀπόφασις ἐλήφθη μετὰ τὴν κατάρριψιν ἀμερικανικοῦ ἀεροσκάφους ὑπὸ πυραύλου τύπου σοβιετικοῦ. Ἐκπρόσωπος τοῦ Πενταγώνου ἐδήλωσεν ὅτι αἱ βάσεις ἀποτελοῦν ἄμεσον ἀπειλήν. Ἡ ἐπιχείρησις θὰ ἀρχίσῃ ἀμέσως.: [1004, 249, 1174, 420]
